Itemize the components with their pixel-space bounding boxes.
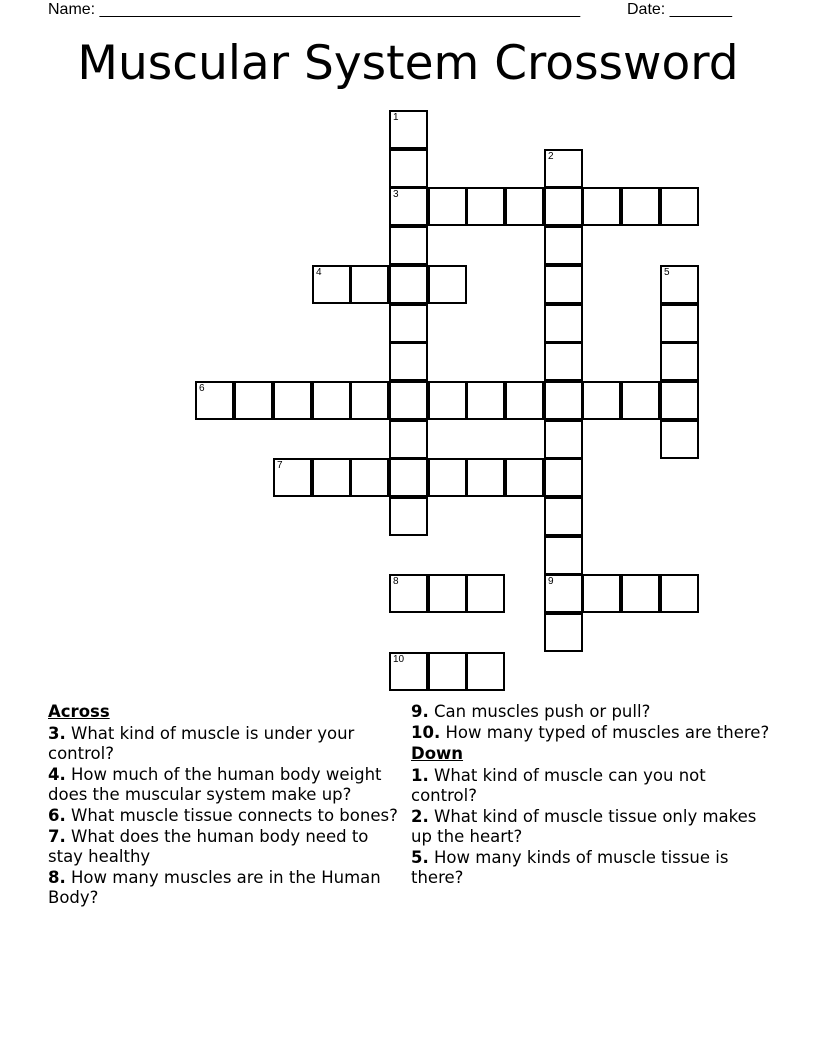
- crossword-cell[interactable]: [389, 574, 428, 613]
- clue-item: [48, 827, 403, 867]
- crossword-cell[interactable]: [660, 187, 699, 226]
- page-title: Muscular System Crossword: [77, 36, 739, 91]
- crossword-cell[interactable]: [544, 497, 583, 536]
- crossword-cell[interactable]: [544, 265, 583, 304]
- crossword-cell[interactable]: [466, 574, 505, 613]
- crossword-cell[interactable]: [273, 458, 312, 497]
- crossword-cell[interactable]: [505, 187, 544, 226]
- crossword-cell[interactable]: [350, 265, 389, 304]
- clue-item: [48, 765, 403, 805]
- crossword-cell[interactable]: [234, 381, 273, 420]
- clue-number: 7: [277, 460, 283, 471]
- crossword-cell[interactable]: [544, 304, 583, 343]
- clue-item-text: What does the human body need to stay healthy: [48, 827, 369, 866]
- clue-item-number: 3.: [48, 724, 66, 743]
- crossword-cell[interactable]: [389, 187, 428, 226]
- crossword-cell[interactable]: [544, 536, 583, 575]
- clue-item: [48, 806, 403, 826]
- clue-number: 9: [548, 576, 554, 587]
- clue-item-text: How many typed of muscles are there?: [445, 723, 770, 742]
- clue-item: [411, 848, 771, 888]
- crossword-cell[interactable]: [505, 458, 544, 497]
- crossword-cell[interactable]: [428, 574, 467, 613]
- crossword-cell[interactable]: [544, 420, 583, 459]
- clue-number: 8: [393, 576, 399, 587]
- crossword-cell[interactable]: [428, 652, 467, 691]
- clue-item: [411, 723, 771, 743]
- crossword-cell[interactable]: [621, 381, 660, 420]
- crossword-cell[interactable]: [660, 342, 699, 381]
- crossword-cell[interactable]: [389, 652, 428, 691]
- crossword-cell[interactable]: [389, 458, 428, 497]
- crossword-cell[interactable]: [389, 226, 428, 265]
- crossword-cell[interactable]: [312, 265, 351, 304]
- clue-number: 2: [548, 151, 554, 162]
- crossword-cell[interactable]: [389, 110, 428, 149]
- crossword-cell[interactable]: [389, 497, 428, 536]
- clue-item-number: 2.: [411, 807, 429, 826]
- crossword-cell[interactable]: [389, 149, 428, 188]
- across-heading: Across: [48, 702, 110, 721]
- crossword-cell[interactable]: [660, 574, 699, 613]
- crossword-cell[interactable]: [544, 226, 583, 265]
- clue-item-number: 1.: [411, 766, 429, 785]
- crossword-cell[interactable]: [544, 342, 583, 381]
- crossword-cell[interactable]: [544, 187, 583, 226]
- crossword-cell[interactable]: [544, 381, 583, 420]
- crossword-cell[interactable]: [350, 381, 389, 420]
- clue-item-text: What kind of muscle can you not control?: [411, 766, 706, 805]
- clue-item: [48, 868, 403, 908]
- crossword-cell[interactable]: [582, 574, 621, 613]
- across-clue-list: [48, 724, 403, 908]
- down-clue-list: [411, 766, 771, 888]
- clue-item: [411, 807, 771, 847]
- clue-number: 5: [664, 267, 670, 278]
- date-field-line: Date: _______: [627, 1, 732, 18]
- across-clue-list-continued: [411, 702, 771, 743]
- clue-item: [411, 702, 771, 722]
- crossword-cell[interactable]: [621, 574, 660, 613]
- crossword-cell[interactable]: [428, 381, 467, 420]
- clue-item-number: 4.: [48, 765, 66, 784]
- crossword-cell[interactable]: [466, 187, 505, 226]
- name-field-line: Name: ______________________________________________________: [48, 1, 581, 18]
- crossword-cell[interactable]: [428, 187, 467, 226]
- clue-item-number: 9.: [411, 702, 429, 721]
- crossword-cell[interactable]: [389, 265, 428, 304]
- clues-column-right: [411, 702, 771, 889]
- crossword-cell[interactable]: [389, 381, 428, 420]
- crossword-cell[interactable]: [544, 613, 583, 652]
- crossword-cell[interactable]: [273, 381, 312, 420]
- crossword-cell[interactable]: [389, 342, 428, 381]
- clue-number: 1: [393, 112, 399, 123]
- clue-item: [411, 766, 771, 806]
- crossword-cell[interactable]: [195, 381, 234, 420]
- clue-item-number: 6.: [48, 806, 66, 825]
- crossword-cell[interactable]: [350, 458, 389, 497]
- crossword-cell[interactable]: [389, 420, 428, 459]
- clue-item-number: 7.: [48, 827, 66, 846]
- clue-item-text: What kind of muscle is under your control?: [48, 724, 355, 763]
- clue-item-text: How many muscles are in the Human Body?: [48, 868, 381, 907]
- clue-number: 10: [393, 654, 405, 665]
- crossword-cell[interactable]: [466, 458, 505, 497]
- clue-item-text: How many kinds of muscle tissue is there?: [411, 848, 729, 887]
- crossword-cell[interactable]: [621, 187, 660, 226]
- clue-item-text: What kind of muscle tissue only makes up the heart?: [411, 807, 757, 846]
- crossword-cell[interactable]: [466, 652, 505, 691]
- clues-column-left: [48, 702, 403, 909]
- clue-number: 6: [199, 383, 205, 394]
- crossword-cell[interactable]: [582, 187, 621, 226]
- clue-number: 4: [316, 267, 322, 278]
- crossword-cell[interactable]: [466, 381, 505, 420]
- crossword-cell[interactable]: [312, 381, 351, 420]
- crossword-cell[interactable]: [544, 574, 583, 613]
- crossword-cell[interactable]: [428, 458, 467, 497]
- crossword-cell[interactable]: [660, 420, 699, 459]
- clue-item-text: Can muscles push or pull?: [434, 702, 651, 721]
- crossword-cell[interactable]: [312, 458, 351, 497]
- clue-item-text: How much of the human body weight does the muscular system make up?: [48, 765, 382, 804]
- crossword-cell[interactable]: [660, 265, 699, 304]
- clue-item-text: What muscle tissue connects to bones?: [71, 806, 398, 825]
- clue-item: [48, 724, 403, 764]
- crossword-cell[interactable]: [428, 265, 467, 304]
- crossword-cell[interactable]: [582, 381, 621, 420]
- crossword-cell[interactable]: [389, 304, 428, 343]
- clue-item-number: 10.: [411, 723, 441, 742]
- clue-item-number: 5.: [411, 848, 429, 867]
- crossword-cell[interactable]: [505, 381, 544, 420]
- down-heading: Down: [411, 744, 464, 763]
- crossword-cell[interactable]: [544, 149, 583, 188]
- clue-number: 3: [393, 189, 399, 200]
- crossword-cell[interactable]: [660, 304, 699, 343]
- clue-item-number: 8.: [48, 868, 66, 887]
- crossword-cell[interactable]: [660, 381, 699, 420]
- crossword-cell[interactable]: [544, 458, 583, 497]
